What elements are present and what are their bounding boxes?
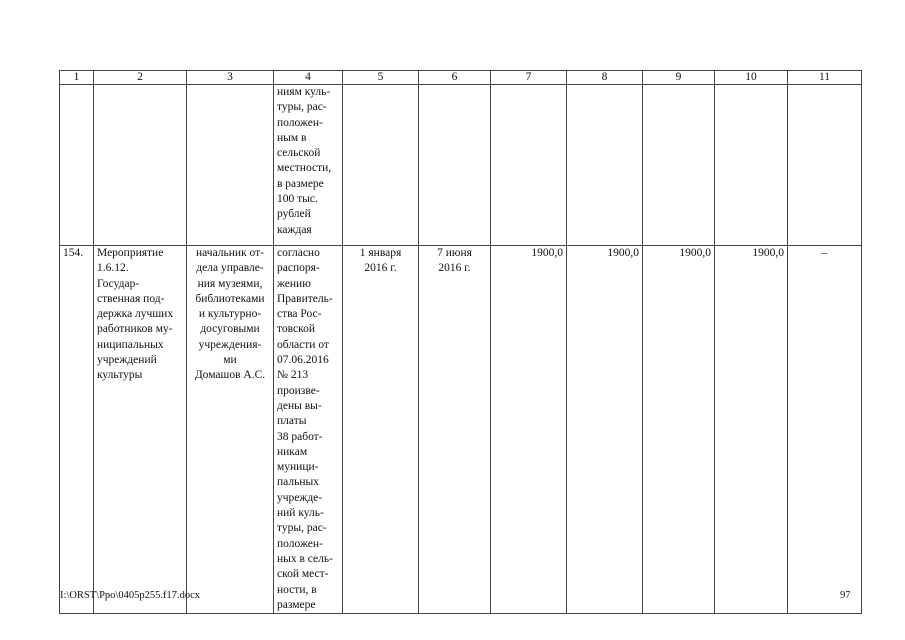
header-col-10: 10 [715, 71, 788, 85]
cell-empty [643, 85, 715, 246]
cell-measure-name: Мероприятие 1.6.12. Государ- ственная под- держка лучших работников му- ниципальных учреждений культуры [94, 246, 187, 614]
header-col-1: 1 [60, 71, 94, 85]
cell-start-date: 1 января 2016 г. [343, 246, 419, 614]
cell-value-9: 1900,0 [643, 246, 715, 614]
cell-empty [94, 85, 187, 246]
cell-value-11: – [788, 246, 862, 614]
header-col-3: 3 [187, 71, 274, 85]
cell-empty [419, 85, 491, 246]
header-col-11: 11 [788, 71, 862, 85]
cell-empty [187, 85, 274, 246]
cell-empty [567, 85, 643, 246]
cell-end-date: 7 июня 2016 г. [419, 246, 491, 614]
cell-value-10: 1900,0 [715, 246, 788, 614]
cell-empty [343, 85, 419, 246]
table-row-154 [60, 246, 862, 614]
cell-result-continuation: ниям куль- туры, рас- положен- ным в сельской местности, в размере 100 тыс. рублей каждая [274, 85, 343, 246]
header-col-2: 2 [94, 71, 187, 85]
cell-responsible: начальник от- дела управле- ния музеями, библиотеками и культурно- досуговыми учреждения- ми Домашов А.С. [187, 246, 274, 614]
header-col-8: 8 [567, 71, 643, 85]
page-number: 97 [840, 590, 851, 601]
header-row [60, 71, 862, 85]
header-col-7: 7 [491, 71, 567, 85]
cell-empty [491, 85, 567, 246]
report-table [59, 70, 862, 614]
cell-empty [60, 85, 94, 246]
cell-empty [715, 85, 788, 246]
header-col-4: 4 [274, 71, 343, 85]
cell-value-8: 1900,0 [567, 246, 643, 614]
cell-result: согласно распоря- жению Правитель- ства Рос- товской области от 07.06.2016 № 213 произве- дены вы- платы 38 работ- никам муници- пальных учрежде- ний куль- туры, рас- положен- ных в сель- ской мест- ности, в размере [274, 246, 343, 614]
footer-file-path: I:\ORST\Ppo\0405p255.f17.docx [60, 590, 201, 601]
header-col-5: 5 [343, 71, 419, 85]
cell-empty [788, 85, 862, 246]
header-col-9: 9 [643, 71, 715, 85]
cell-value-7: 1900,0 [491, 246, 567, 614]
table-row-continuation [60, 85, 862, 246]
cell-row-number: 154. [60, 246, 94, 614]
header-col-6: 6 [419, 71, 491, 85]
